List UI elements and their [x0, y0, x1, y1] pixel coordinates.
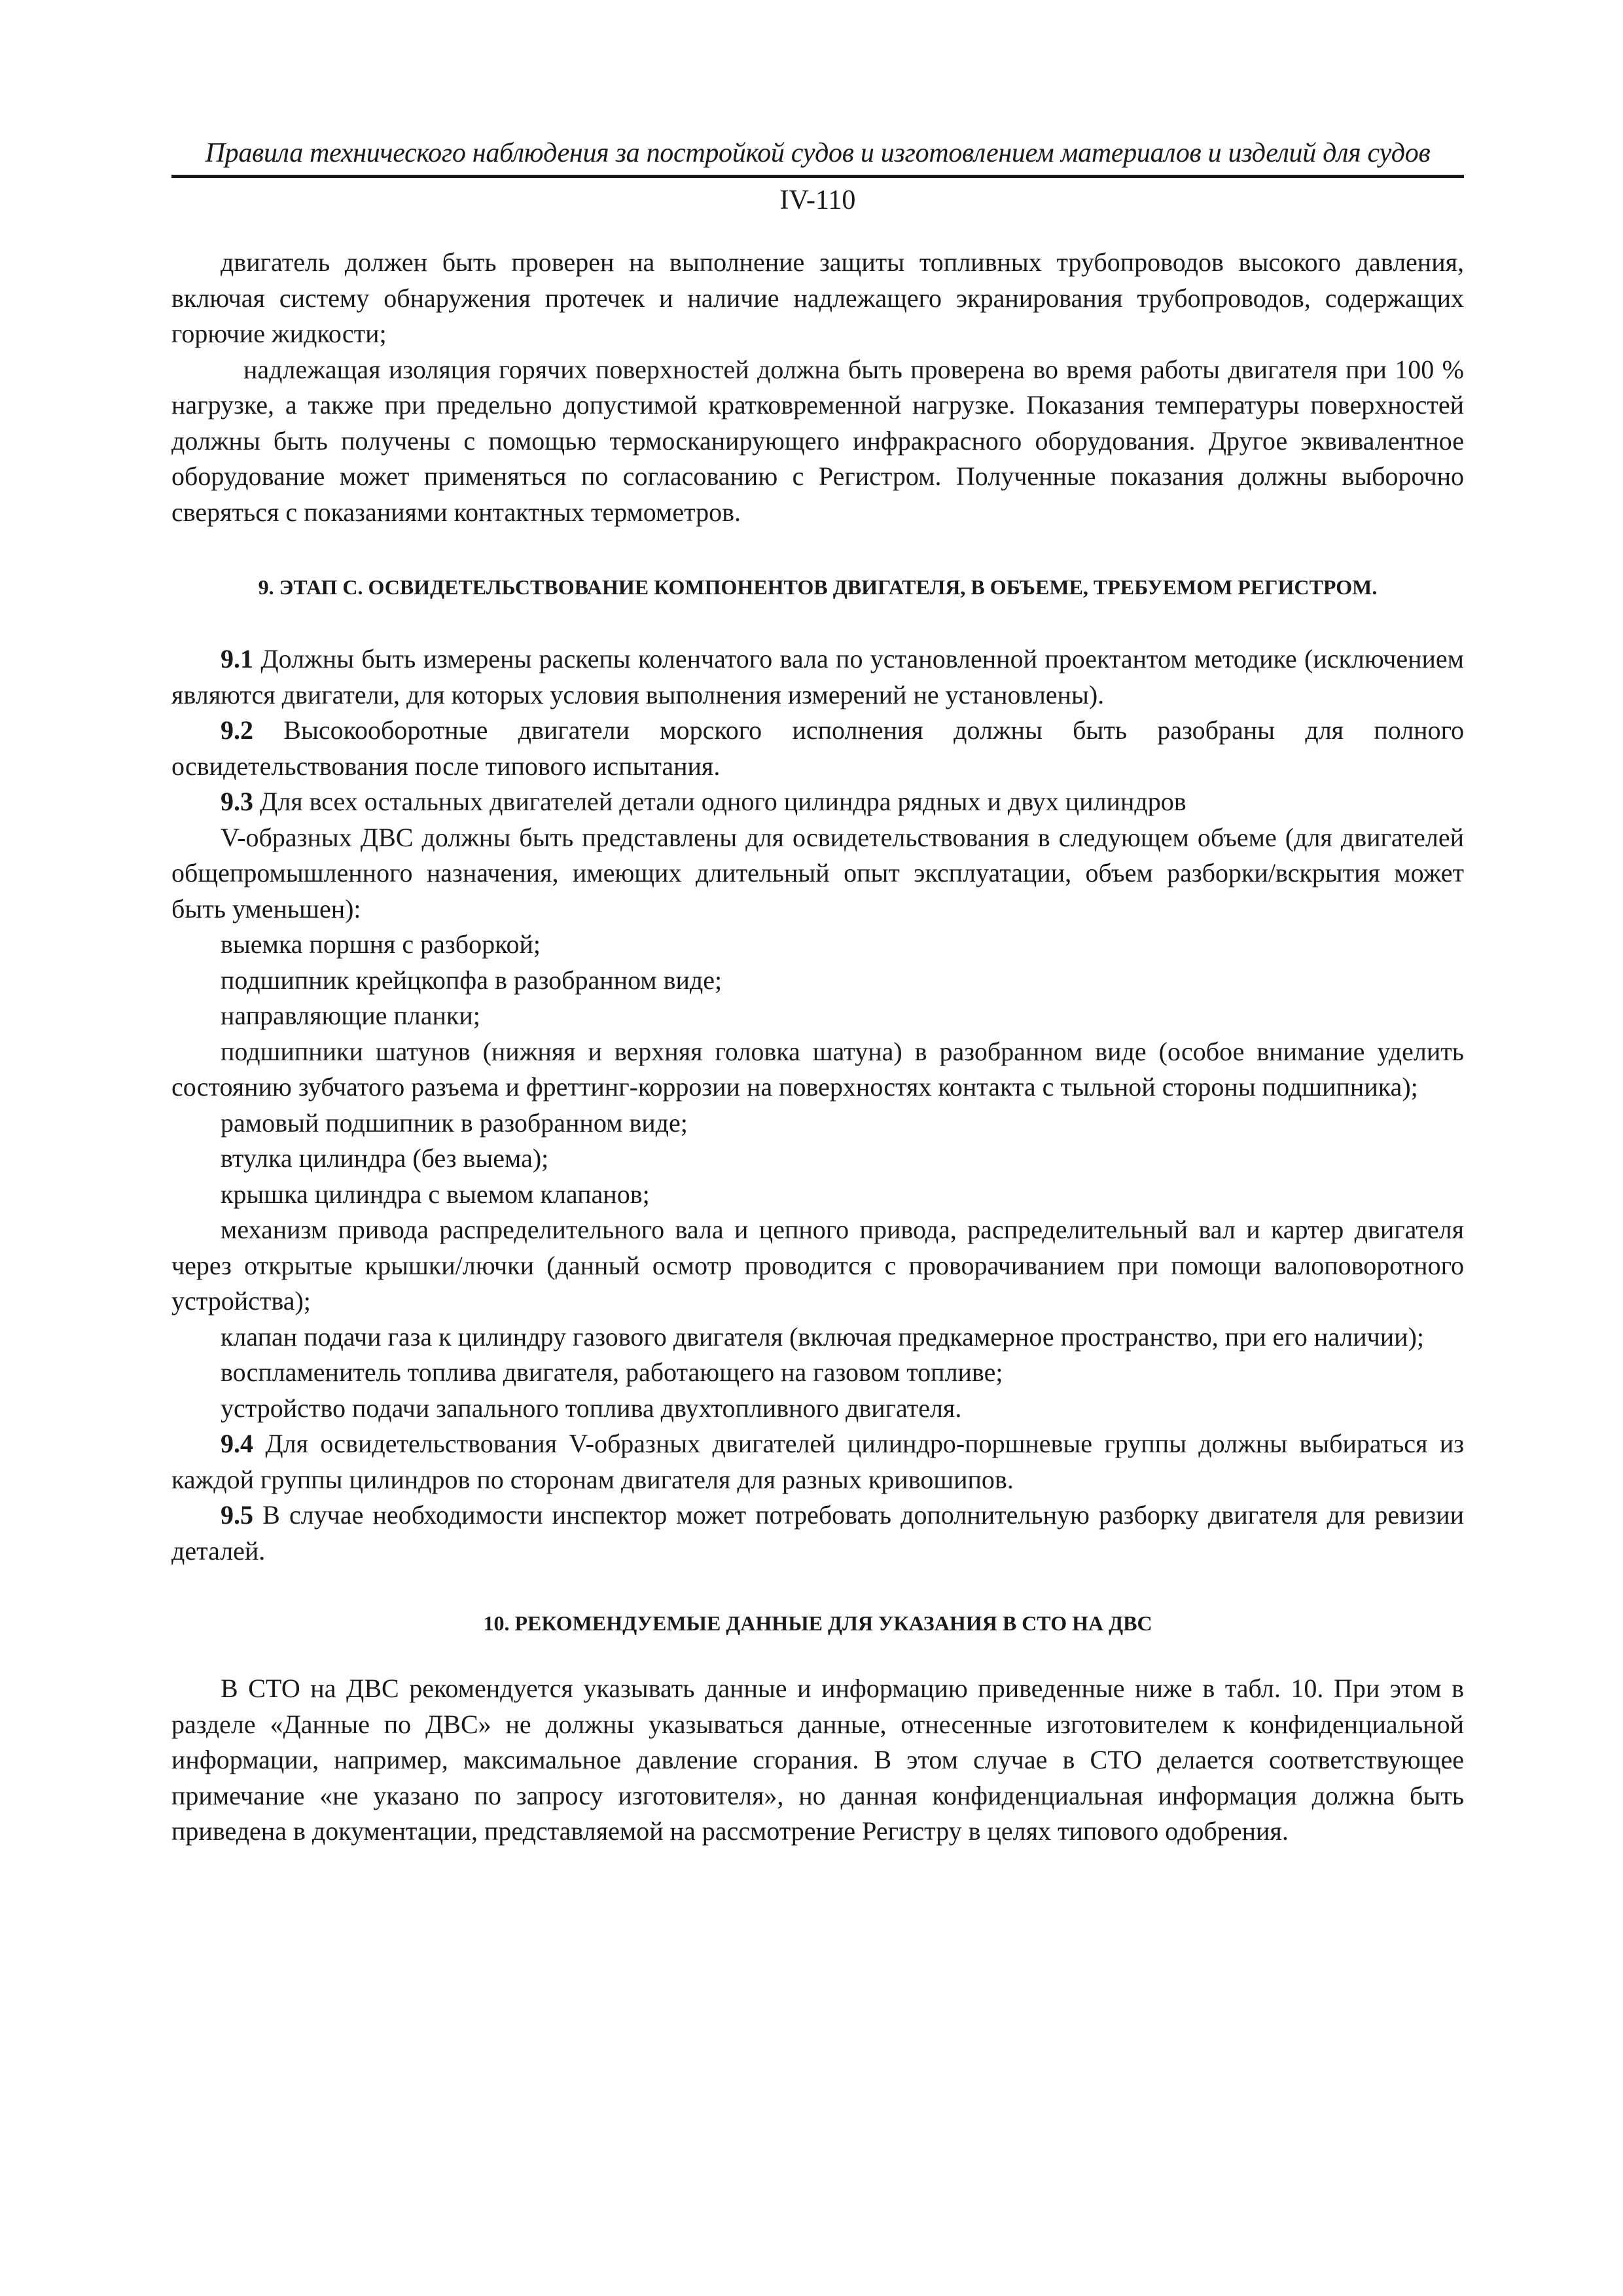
running-header: Правила технического наблюдения за постройкой судов и изготовлением материалов и изделий для судов [171, 134, 1464, 178]
list-item: рамовый подшипник в разобранном виде; [221, 1107, 688, 1138]
list-item: подшипник крейцкопфа в разобранном виде; [221, 965, 722, 995]
clause-9-3 [171, 784, 1464, 820]
section-10-paragraph: В СТО на ДВС рекомендуется указывать данные и информацию приведенные ниже в табл. 10. При этом в разделе «Данные по ДВС» не должны указываться данные, отнесенные изготовителем к конфиденциальной информации, например, максимальное давление сгорания. В этом случае в СТО делается соответствующее примечание «не указано по запросу изготовителя», но данная конфиденциальная информация должна быть приведена в документации, представляемой на рассмотрение Регистру в целях типового одобрения. [171, 1674, 1464, 1846]
list-item: механизм привода распределительного вала и цепного привода, распределительный вал и картер двигателя через открытые крышки/лючки (данный осмотр проводится с проворачиванием при помощи валоповоротного устройства); [171, 1215, 1464, 1316]
clause-9-4 [171, 1426, 1464, 1498]
clause-text: Высокооборотные двигатели морского исполнения должны быть разобраны для полного освидетельствования после типового испытания. [171, 715, 1464, 781]
list-item: устройство подачи запального топлива двухтопливного двигателя. [221, 1393, 962, 1423]
clause-number: 9.1 [221, 644, 253, 673]
page-number: IV-110 [779, 185, 856, 215]
document-page [171, 134, 1464, 1850]
document-body [171, 245, 1464, 1850]
clause-9-3-continuation: V-образных ДВС должны быть представлены для освидетельствования в следующем объеме (для двигателей общепромышленного назначения, имеющих длительный опыт эксплуатации, объем разборки/вскрытия может быть уменьшен): [171, 822, 1464, 924]
list-item: выемка поршня с разборкой; [221, 929, 541, 959]
clause-9-2 [171, 713, 1464, 784]
list-item: направляющие планки; [221, 1001, 480, 1030]
intro-paragraph-2: надлежащая изоляция горячих поверхностей должна быть проверена во время работы двигателя при 100 % нагрузке, а также при предельно допустимой кратковременной нагрузке. Показания температуры поверхностей должны быть получены с помощью термосканирующего инфракрасного оборудования. Другое эквивалентное оборудование может применяться по согласованию с Регистром. Полученные показания должны выборочно сверяться с показаниями контактных термометров. [171, 354, 1464, 527]
list-item: воспламенитель топлива двигателя, работающего на газовом топливе; [221, 1357, 1003, 1387]
list-item: крышка цилиндра с выемом клапанов; [221, 1179, 650, 1209]
clause-number: 9.2 [221, 715, 253, 745]
clause-9-5 [171, 1498, 1464, 1569]
section-9-heading: 9. ЭТАП С. ОСВИДЕТЕЛЬСТВОВАНИЕ КОМПОНЕНТОВ ДВИГАТЕЛЯ, В ОБЪЕМЕ, ТРЕБУЕМОМ РЕГИСТРОМ. [258, 575, 1378, 599]
list-item: подшипники шатунов (нижняя и верхняя головка шатуна) в разобранном виде (особое внимание уделить состоянию зубчатого разъема и фреттинг-коррозии на поверхностях контакта с тыльной стороны подшипника); [171, 1036, 1464, 1102]
intro-paragraph-1: двигатель должен быть проверен на выполнение защиты топливных трубопроводов высокого давления, включая систему обнаружения протечек и наличие надлежащего экранирования трубопроводов, содержащих горючие жидкости; [171, 247, 1464, 348]
clause-text: В случае необходимости инспектор может потребовать дополнительную разборку двигателя для ревизии деталей. [171, 1500, 1464, 1566]
clause-number: 9.5 [221, 1500, 253, 1530]
list-item: клапан подачи газа к цилиндру газового двигателя (включая предкамерное пространство, при его наличии); [221, 1321, 1425, 1352]
clause-number: 9.3 [221, 787, 253, 816]
clause-number: 9.4 [221, 1429, 253, 1458]
clause-text: Должны быть измерены раскепы коленчатого вала по установленной проектантом методике (исключением являются двигатели, для которых условия выполнения измерений не установлены). [171, 644, 1464, 709]
clause-text: Для всех остальных двигателей детали одного цилиндра рядных и двух цилиндров [253, 787, 1186, 816]
clause-9-1 [171, 641, 1464, 713]
list-item: втулка цилиндра (без выема); [221, 1143, 549, 1173]
clause-text: Для освидетельствования V-образных двигателей цилиндро-поршневые группы должны выбираться из каждой группы цилиндров по сторонам двигателя для разных кривошипов. [171, 1429, 1464, 1494]
section-10-heading: 10. РЕКОМЕНДУЕМЫЕ ДАННЫЕ ДЛЯ УКАЗАНИЯ В СТО НА ДВС [483, 1611, 1152, 1635]
